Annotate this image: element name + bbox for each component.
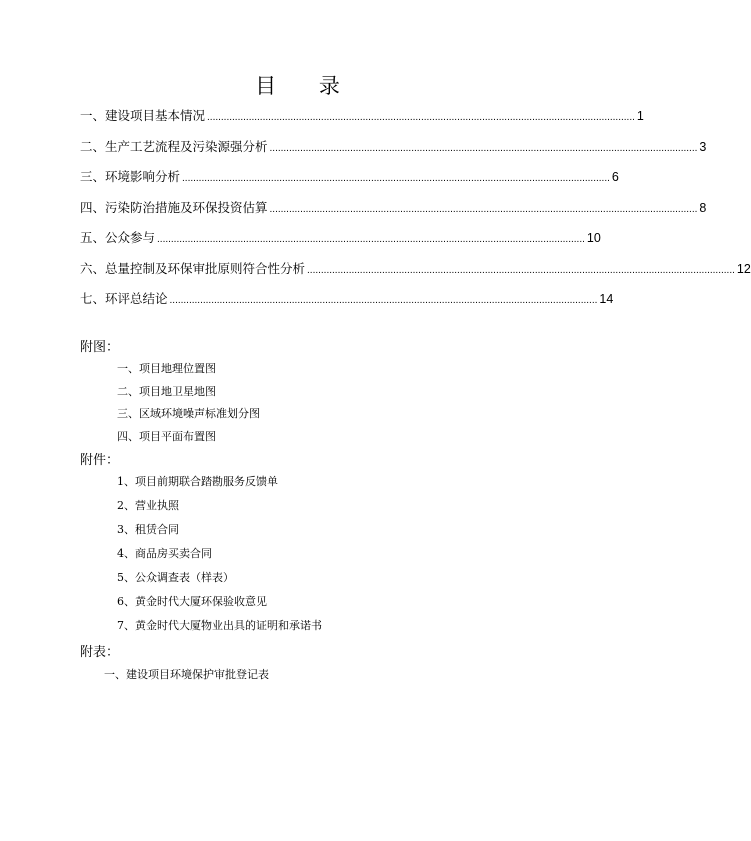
attachment-item: 5、公众调查表（样表） <box>117 571 234 584</box>
figure-item: 二、项目地卫星地图 <box>117 384 216 398</box>
toc-entry[interactable] <box>80 228 601 259</box>
attachments-heading: 附件： <box>80 453 120 468</box>
toc-entry-page: 8 <box>699 200 707 215</box>
toc-entry-page: 3 <box>699 139 707 154</box>
toc-leader-dots: .......................................................................................................................................................... <box>269 142 698 154</box>
toc-entry-text: 二、生产工艺流程及污染源强分析 <box>80 138 268 154</box>
toc-entry[interactable] <box>80 198 707 229</box>
toc-entry-text: 六、总量控制及环保审批原则符合性分析 <box>80 260 306 276</box>
toc-entry[interactable] <box>80 289 614 320</box>
figure-item: 四、项目平面布置图 <box>117 429 216 443</box>
toc-entry-text: 一、建设项目基本情况 <box>80 108 206 123</box>
toc-entry-page: 6 <box>611 170 619 184</box>
toc-leader-dots: .......................................................................................................................................................... <box>269 203 698 215</box>
figures-heading: 附图： <box>80 340 120 355</box>
toc-entry-page: 1 <box>636 109 644 123</box>
page-title: 目 录 <box>255 74 358 98</box>
toc-leader-dots: .......................................................................................................................................................... <box>157 234 585 245</box>
attachments-list <box>117 473 322 641</box>
toc-entry-page: 12 <box>736 261 751 276</box>
toc-entry-text: 三、环境影响分析 <box>80 169 181 184</box>
attachment-item: 7、黄金时代大厦物业出具的证明和承诺书 <box>117 619 322 632</box>
toc-entry-text: 四、污染防治措施及环保投资估算 <box>80 199 268 215</box>
toc-entry-text: 七、环评总结论 <box>80 291 168 306</box>
toc-entry[interactable] <box>80 259 751 290</box>
toc-entry-page: 10 <box>586 231 601 245</box>
attachment-item: 4、商品房买卖合同 <box>117 547 212 560</box>
toc-entry[interactable] <box>80 167 619 198</box>
toc-leader-dots: .......................................................................................................................................................... <box>182 173 610 184</box>
tables-list <box>104 666 269 682</box>
attachment-item: 3、租赁合同 <box>117 523 179 536</box>
table-item: 一、建设项目环境保护审批登记表 <box>104 668 269 681</box>
figure-item: 三、区域环境噪声标准划分图 <box>117 407 260 420</box>
toc-entry-page: 14 <box>599 292 614 306</box>
toc-entry-text: 五、公众参与 <box>80 230 156 245</box>
toc-leader-dots: .......................................................................................................................................................... <box>207 112 635 123</box>
attachment-item: 1、项目前期联合踏勘服务反馈单 <box>117 475 278 488</box>
attachment-item: 6、黄金时代大厦环保验收意见 <box>117 595 267 608</box>
toc-leader-dots: .......................................................................................................................................................... <box>169 295 598 306</box>
toc-entry[interactable] <box>80 137 707 168</box>
table-of-contents <box>80 106 751 320</box>
toc-entry[interactable] <box>80 106 644 137</box>
toc-leader-dots: .......................................................................................................................................................... <box>307 264 735 276</box>
attachment-item: 2、营业执照 <box>117 499 179 512</box>
figure-item: 一、项目地理位置图 <box>117 362 216 375</box>
figures-list <box>117 360 260 450</box>
tables-heading: 附表： <box>80 645 120 660</box>
